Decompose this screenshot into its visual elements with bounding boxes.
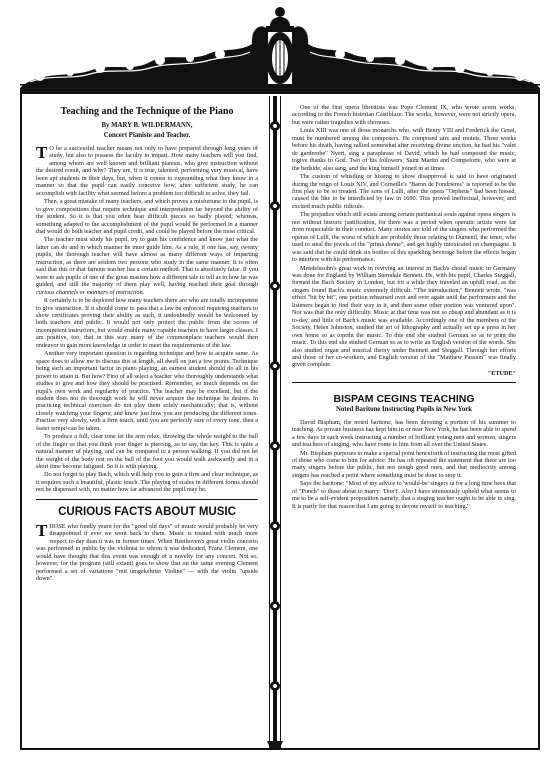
section-subtitle: Noted Baritone Instructing Pupils in New York xyxy=(335,406,473,414)
left-column xyxy=(36,104,258,748)
ornamental-column-divider xyxy=(263,96,287,750)
article-paragraph: Do not forget to play Bach, which will help you to gain a firm and clear technique, as it requires such a beautiful, plastic touch. The playing of scales in different forms should not be dispensed with, no matter how far advanced the pupil may be. xyxy=(36,471,258,494)
article-paragraph: It certainly is to be deplored how many teachers there are who are totally incompetent to give instruction. If it should come to pass that a law be enforced requiring teachers to show certificates proving their ability as such, it undoubtedly would be welcomed by both teachers and public. It would not only protect the public from the scores of incompetent instructors, but would enable many capable teachers to have larger classes. I am positive, too, that in this way many of the commonplace teachers would then endeavor to gain more knowledge in order to meet the requirements of the law. xyxy=(36,297,258,349)
article-paragraph: The teacher must study his pupil, try to gain his confidence and know just what the latter can do and in which manner he must guide him. As a rule, if one has, say, twenty pupils, the thorough teacher will have almost as many different ways of imparting instruction, as there are seldom two persons who study in the same manner. It is often said that this or that famous teacher has a certain method. That is absolutely false. If you were to ask pupils of one of the great masters how a different tale to tell as to how he was guided, and still the majority of them play well, having reached their goal through curious channels or manners of instruction. xyxy=(36,236,258,296)
source-signature: "ETUDE" xyxy=(487,369,516,377)
article-paragraph: Another very important question is regarding technique and how to acquire same. As space does to allow me to discuss this at length, all dwell on just a few points. Technique being such an important factor in piano playing, an earnest student should do all in his power to attain it. But how? First of all select a teacher who thoroughly understands what studies to give and how they should be practised. Remember, so much depends on the pupil's own work and regularity of practice. The teacher may be excellent, but if the student does not do thorough work he will never acquire the technique he desires. In practicing technical exercises do not play them solely mechanically; that is, without closely watching your fingers; and know just how you are producing the different tones. Practise very slowly, with a firm touch, until you are perfectly sure of every tone, then a faster tempo can be taken. xyxy=(36,350,258,432)
section-rule xyxy=(36,499,258,500)
article-paragraph: Mendelssohn's great work in reviving an interest in Bach's choral music in Germany was done for England by William Sterndale Bennett. He, with his pupil, Charles Steggall, formed the Bach Society in London, but for a while they traveled an uphill road, as the singers found Bach's music extremely difficult. "The introduction," Bennett wrote, "was effect "bit by bit", one portion rehearsed over and over again until the performers and the listeners began to find their way in it, and then some other portion was ventured upon". Nor was that the only difficulty. Music at that time was not so cheap and abundant as it is to-day, and little of Bach's music was available. Accordingly one of the members of the Society, Helen Johnston, studied the art of lithography and actually set up a press in her own home so as topriht the music. To this end she studied German so as to print the music. To this end she studied German so as to write an English version of the words. She also studied organ and musical theory under Bennett and Steggall. Through her efforts and those of her co-workers, and English version of the "Matthew Passion" was finally given complete. xyxy=(292,264,516,369)
article-paragraph: Then, a great mistake of many teachers, and which proves a misfortune to the pupil, is to give compositions that require technique and interpretation far beyond the ability of the student. So it is that you often hear difficult pieces so badly played; whereas, something adapted to the accomplishment of the pupil would be performed in a manner that would do both teacher and pupil credit, and could be played before the most critical. xyxy=(36,198,258,235)
right-column xyxy=(292,104,516,748)
section-rule xyxy=(292,382,516,383)
drop-cap: T xyxy=(36,520,48,540)
article-byline: By MARY B. WILDERMANN, xyxy=(101,122,193,129)
article-paragraph: Louis XIII was one of those monarchs who, with Henry VIII and Frederick the Great, must be numbered among the composers. He composed airs and motets. Three weeks before his death, having rallied somewhat after receiving divine unction, he had his "valet de garderobe" Nyert, sing a paraphrase of David, which he had composed the music, togive thanks to God. Two of his followers, Saint Martin and Compeforte, who were at the bedside, also sang, and the king himself joined in at times. xyxy=(292,127,516,172)
article-paragraph: T O be a successful teacher means not only to have prepared through long years of study, but also to possess the faculty to impart. How many teachers will you find, among whom are well known and brilliant pianists, who give instruction without the desired result, and why? They are, it is true, talented, performing very musical, have been apt students in their days, but, when it comes to expounding what they know in a manner so that the pupil can easily conceive how, after sufficient study, he can accomplish with facility what seemed before a problem too difficult to solve, they fail. xyxy=(36,143,258,197)
article-paragraph: THOSE who fondly yearn for the "good old days" of music would probably be very disappointed if ever we went back to them. Music is treated with much more respect to-day than it was in former times. When Beethoven's great violin concerto was performed in public by the violinist to whom it was dedicated, Franz Clement, one would have thought that this event was enough of a novelty for any concert. Not so, however, for the program (still extant) goes to show that on the same evening Clement performed a set of variations "mit umgekehrter Violine" — with the violin "upside down". xyxy=(36,520,258,583)
drop-cap: T xyxy=(36,143,48,162)
article-paragraph: To produce a full, clear tone let the arm relax, throwing the whole weight to the ball of the finger so that you think your finger is piercing, so to say, the key. This is quite a natural manner of playing, and can be compared to a person walking. If you did not let the weight of the body rest on the ball of the foot you would walk awkwardly and in a short time become fatigued. So it is with playing. xyxy=(36,433,258,471)
article-paragraph: One of the first opera librettists was Pope Clement IX, who wrote seven works, according to the French historian Castiblaze. The works, however, were not strictly opera, but were rather tragedies with choruses. xyxy=(292,104,516,126)
article-paragraph: David Bispham, the noted baritone, has been devoting a portion of his summer to teaching. As private business has kept him in or near New York, he has been able to spend a few days in each week instructing a number of brilliant young men and women, singers and teachers of singing, who have come to him from all over the United States. xyxy=(292,418,516,449)
article-paragraph: The custom of whistling or hissing to show disapproval is said to have originated during the reign of Louis XIV, and Corneille's "Baron de Fondrieres" is reported to be the first play to be so treated. The sons of Lulli, after the opera "Orpheus" had been hissed, caused the like to be interdicted by law in 1690. This proved ineffectual, however, and excited much public ridicule. xyxy=(292,173,516,210)
article-paragraph: The prejudice which still exists among certain puritanical souls against opera singers is not without historic justification, for there was a period when operatic artists were far from respectable in their conduct. Many stories are told of the singers who performed the operas of Lulli, the worst of which are probably those relating to Dumenil, the tenor, who used to steal the jewels of the "prima donne", and get highly intoxicated on champagne. It was said that he could drink six bottles of this sparkling beverage before the effects began to interfere with his performance. xyxy=(292,211,516,264)
section-title: CURIOUS FACTS ABOUT MUSIC xyxy=(58,505,236,518)
author-credential: Concert Pianiste and Teacher. xyxy=(103,132,191,139)
section-title: BISPAM CEGINS TEACHING xyxy=(333,393,475,406)
article-paragraph: Mr. Bispham purposes to make a special point henceforth of instructing the most gifted of those who come to him for advice. He has oft repeated the statement that there are too many singers before the public, but not nough good ones, and that mediocrity among singers has reached a point where something must be done to stop it. xyxy=(292,449,516,479)
article-title: Teaching and the Technique of the Piano xyxy=(60,106,234,117)
article-paragraph: Says the baritone: "Most of my advice to 'would-be' singers ra for a long time bees that of "Punch" to those about to marry: 'Don't'. Also I have strenuously upheld what seems to me to be a self-evident proposition namely, that a singing teacher ought to be able to sing. It is partly for that reason that I am going to devote myself to teaching." xyxy=(292,480,516,510)
